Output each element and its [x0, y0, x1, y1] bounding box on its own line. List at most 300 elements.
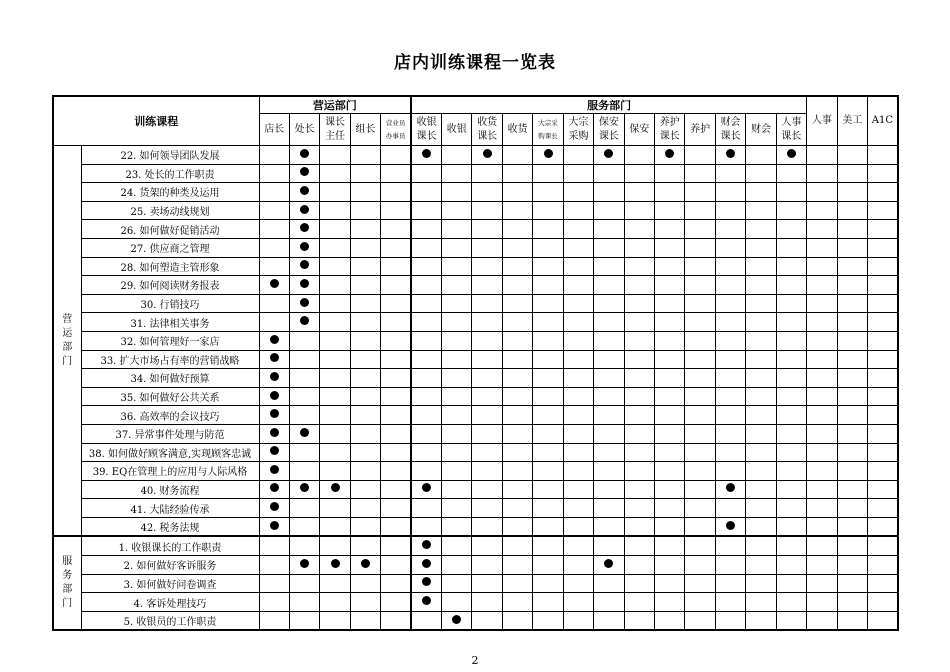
- mark-cell: [655, 201, 685, 220]
- filled-circle-mark: [300, 559, 309, 568]
- mark-cell: [685, 556, 715, 575]
- mark-cell: [594, 183, 624, 202]
- mark-cell: [776, 611, 806, 630]
- mark-cell: [442, 238, 472, 257]
- mark-cell: [502, 257, 532, 276]
- mark-cell: [472, 611, 502, 630]
- mark-cell: [867, 257, 897, 276]
- mark-cell: [624, 294, 654, 313]
- mark-cell: [746, 313, 776, 332]
- mark-cell: [472, 499, 502, 518]
- mark-cell: [411, 406, 441, 425]
- mark-cell: [776, 201, 806, 220]
- table-row: [53, 276, 898, 295]
- mark-cell: [624, 369, 654, 388]
- mark-cell: [289, 443, 319, 462]
- mark-cell: [563, 313, 593, 332]
- mark-cell: [442, 387, 472, 406]
- table-row: [53, 313, 898, 332]
- mark-cell: [746, 574, 776, 593]
- mark-cell: [624, 517, 654, 536]
- mark-cell: [563, 424, 593, 443]
- mark-cell: [685, 201, 715, 220]
- mark-cell: [442, 406, 472, 425]
- mark-cell: [259, 257, 289, 276]
- mark-cell: [289, 387, 319, 406]
- mark-cell: [411, 201, 441, 220]
- mark-cell: [715, 387, 745, 406]
- mark-cell: [472, 238, 502, 257]
- mark-cell: [715, 593, 745, 612]
- department-header: 服务部门: [411, 96, 806, 114]
- mark-cell: [502, 294, 532, 313]
- mark-cell: [685, 183, 715, 202]
- mark-cell: [685, 611, 715, 630]
- role-column-header: 美工: [837, 96, 867, 146]
- mark-cell: [472, 164, 502, 183]
- mark-cell: [715, 443, 745, 462]
- table-row: [53, 387, 898, 406]
- mark-cell: [563, 517, 593, 536]
- mark-cell: [594, 556, 624, 575]
- mark-cell: [563, 238, 593, 257]
- mark-cell: [624, 257, 654, 276]
- mark-cell: [259, 556, 289, 575]
- mark-cell: [807, 480, 837, 499]
- mark-cell: [624, 611, 654, 630]
- mark-cell: [502, 146, 532, 165]
- mark-cell: [442, 517, 472, 536]
- mark-cell: [655, 146, 685, 165]
- filled-circle-mark: [422, 577, 431, 586]
- filled-circle-mark: [300, 149, 309, 158]
- mark-cell: [807, 536, 837, 555]
- mark-cell: [259, 480, 289, 499]
- filled-circle-mark: [726, 483, 735, 492]
- mark-cell: [442, 480, 472, 499]
- mark-cell: [837, 517, 867, 536]
- mark-cell: [350, 517, 380, 536]
- filled-circle-mark: [300, 223, 309, 232]
- mark-cell: [350, 313, 380, 332]
- filled-circle-mark: [300, 260, 309, 269]
- mark-cell: [624, 276, 654, 295]
- role-column-header: 组长: [350, 114, 380, 146]
- mark-cell: [350, 331, 380, 350]
- mark-cell: [655, 499, 685, 518]
- filled-circle-mark: [270, 409, 279, 418]
- mark-cell: [655, 369, 685, 388]
- mark-cell: [320, 350, 350, 369]
- course-name: 39. EQ在管理上的应用与人际风格: [81, 462, 259, 481]
- course-name: 31. 法律相关事务: [81, 313, 259, 332]
- mark-cell: [776, 406, 806, 425]
- mark-cell: [411, 369, 441, 388]
- mark-cell: [746, 593, 776, 612]
- mark-cell: [867, 369, 897, 388]
- mark-cell: [594, 499, 624, 518]
- mark-cell: [411, 462, 441, 481]
- mark-cell: [746, 331, 776, 350]
- mark-cell: [502, 462, 532, 481]
- mark-cell: [563, 480, 593, 499]
- filled-circle-mark: [300, 167, 309, 176]
- mark-cell: [502, 499, 532, 518]
- mark-cell: [776, 350, 806, 369]
- mark-cell: [320, 183, 350, 202]
- mark-cell: [715, 164, 745, 183]
- mark-cell: [381, 294, 411, 313]
- mark-cell: [563, 146, 593, 165]
- mark-cell: [259, 424, 289, 443]
- mark-cell: [715, 480, 745, 499]
- mark-cell: [867, 313, 897, 332]
- mark-cell: [655, 443, 685, 462]
- mark-cell: [472, 462, 502, 481]
- mark-cell: [867, 480, 897, 499]
- mark-cell: [563, 499, 593, 518]
- table-row: [53, 257, 898, 276]
- mark-cell: [685, 238, 715, 257]
- mark-cell: [715, 183, 745, 202]
- table-row: [53, 480, 898, 499]
- mark-cell: [867, 536, 897, 555]
- mark-cell: [776, 443, 806, 462]
- mark-cell: [776, 480, 806, 499]
- mark-cell: [502, 220, 532, 239]
- mark-cell: [411, 183, 441, 202]
- mark-cell: [685, 536, 715, 555]
- mark-cell: [746, 387, 776, 406]
- mark-cell: [837, 499, 867, 518]
- filled-circle-mark: [331, 483, 340, 492]
- mark-cell: [533, 517, 563, 536]
- course-name: 42. 税务法规: [81, 517, 259, 536]
- role-column-header: 店长: [259, 114, 289, 146]
- mark-cell: [350, 406, 380, 425]
- mark-cell: [837, 593, 867, 612]
- mark-cell: [320, 220, 350, 239]
- mark-cell: [563, 294, 593, 313]
- mark-cell: [655, 556, 685, 575]
- filled-circle-mark: [270, 483, 279, 492]
- mark-cell: [289, 238, 319, 257]
- role-column-header: 养护 课长: [655, 114, 685, 146]
- filled-circle-mark: [300, 205, 309, 214]
- mark-cell: [837, 183, 867, 202]
- filled-circle-mark: [422, 559, 431, 568]
- mark-cell: [655, 387, 685, 406]
- mark-cell: [259, 611, 289, 630]
- mark-cell: [289, 593, 319, 612]
- mark-cell: [594, 574, 624, 593]
- filled-circle-mark: [300, 279, 309, 288]
- mark-cell: [746, 146, 776, 165]
- mark-cell: [867, 593, 897, 612]
- mark-cell: [502, 238, 532, 257]
- mark-cell: [289, 462, 319, 481]
- mark-cell: [776, 536, 806, 555]
- course-name: 5. 收银员的工作职责: [81, 611, 259, 630]
- mark-cell: [289, 257, 319, 276]
- mark-cell: [837, 387, 867, 406]
- mark-cell: [746, 369, 776, 388]
- mark-cell: [594, 462, 624, 481]
- role-column-header: 收银: [442, 114, 472, 146]
- mark-cell: [807, 164, 837, 183]
- mark-cell: [502, 369, 532, 388]
- mark-cell: [594, 443, 624, 462]
- mark-cell: [715, 294, 745, 313]
- mark-cell: [655, 220, 685, 239]
- mark-cell: [746, 556, 776, 575]
- role-column-header: 财会 课长: [715, 114, 745, 146]
- mark-cell: [259, 164, 289, 183]
- course-name: 40. 财务流程: [81, 480, 259, 499]
- mark-cell: [381, 313, 411, 332]
- mark-cell: [320, 276, 350, 295]
- mark-cell: [776, 238, 806, 257]
- mark-cell: [502, 424, 532, 443]
- course-name: 32. 如何管理好一家店: [81, 331, 259, 350]
- filled-circle-mark: [270, 446, 279, 455]
- course-name: 23. 处长的工作职责: [81, 164, 259, 183]
- mark-cell: [685, 350, 715, 369]
- mark-cell: [685, 257, 715, 276]
- mark-cell: [776, 369, 806, 388]
- mark-cell: [320, 201, 350, 220]
- mark-cell: [411, 593, 441, 612]
- mark-cell: [685, 164, 715, 183]
- mark-cell: [289, 331, 319, 350]
- mark-cell: [655, 424, 685, 443]
- mark-cell: [867, 238, 897, 257]
- page-number: 2: [471, 654, 479, 667]
- mark-cell: [563, 406, 593, 425]
- mark-cell: [350, 480, 380, 499]
- mark-cell: [289, 164, 319, 183]
- mark-cell: [563, 331, 593, 350]
- mark-cell: [320, 574, 350, 593]
- mark-cell: [655, 238, 685, 257]
- mark-cell: [655, 480, 685, 499]
- mark-cell: [746, 517, 776, 536]
- mark-cell: [685, 331, 715, 350]
- mark-cell: [350, 350, 380, 369]
- training-course-table: [52, 95, 899, 631]
- mark-cell: [472, 146, 502, 165]
- mark-cell: [472, 369, 502, 388]
- mark-cell: [746, 611, 776, 630]
- mark-cell: [837, 276, 867, 295]
- mark-cell: [624, 183, 654, 202]
- mark-cell: [594, 313, 624, 332]
- mark-cell: [381, 146, 411, 165]
- mark-cell: [837, 201, 867, 220]
- mark-cell: [867, 164, 897, 183]
- filled-circle-mark: [422, 596, 431, 605]
- mark-cell: [320, 536, 350, 555]
- mark-cell: [594, 164, 624, 183]
- role-column-header: 收银 课长: [411, 114, 441, 146]
- mark-cell: [350, 443, 380, 462]
- filled-circle-mark: [270, 521, 279, 530]
- mark-cell: [685, 443, 715, 462]
- mark-cell: [715, 536, 745, 555]
- mark-cell: [502, 611, 532, 630]
- mark-cell: [624, 574, 654, 593]
- mark-cell: [472, 331, 502, 350]
- mark-cell: [381, 350, 411, 369]
- filled-circle-mark: [361, 559, 370, 568]
- table-row: [53, 294, 898, 313]
- mark-cell: [411, 517, 441, 536]
- mark-cell: [411, 611, 441, 630]
- mark-cell: [867, 517, 897, 536]
- mark-cell: [867, 443, 897, 462]
- mark-cell: [746, 238, 776, 257]
- mark-cell: [350, 183, 380, 202]
- mark-cell: [563, 536, 593, 555]
- mark-cell: [837, 611, 867, 630]
- mark-cell: [442, 201, 472, 220]
- mark-cell: [685, 593, 715, 612]
- mark-cell: [350, 201, 380, 220]
- mark-cell: [837, 331, 867, 350]
- section-label: 营 运 部 门: [53, 146, 81, 537]
- mark-cell: [350, 276, 380, 295]
- mark-cell: [442, 294, 472, 313]
- course-name: 26. 如何做好促销活动: [81, 220, 259, 239]
- mark-cell: [442, 257, 472, 276]
- table-row: [53, 406, 898, 425]
- mark-cell: [807, 146, 837, 165]
- mark-cell: [685, 517, 715, 536]
- mark-cell: [624, 556, 654, 575]
- mark-cell: [776, 331, 806, 350]
- mark-cell: [624, 238, 654, 257]
- mark-cell: [685, 276, 715, 295]
- mark-cell: [289, 517, 319, 536]
- mark-cell: [289, 406, 319, 425]
- mark-cell: [472, 313, 502, 332]
- mark-cell: [746, 536, 776, 555]
- mark-cell: [442, 536, 472, 555]
- mark-cell: [837, 556, 867, 575]
- mark-cell: [746, 480, 776, 499]
- mark-cell: [624, 164, 654, 183]
- table-row: [53, 331, 898, 350]
- mark-cell: [472, 183, 502, 202]
- mark-cell: [776, 517, 806, 536]
- mark-cell: [472, 406, 502, 425]
- course-name: 1. 收银课长的工作职责: [81, 536, 259, 555]
- mark-cell: [502, 480, 532, 499]
- mark-cell: [655, 536, 685, 555]
- mark-cell: [381, 257, 411, 276]
- course-name: 22. 如何领导团队发展: [81, 146, 259, 165]
- mark-cell: [533, 294, 563, 313]
- mark-cell: [259, 350, 289, 369]
- mark-cell: [776, 294, 806, 313]
- mark-cell: [259, 331, 289, 350]
- mark-cell: [320, 593, 350, 612]
- filled-circle-mark: [604, 149, 613, 158]
- mark-cell: [533, 220, 563, 239]
- mark-cell: [715, 462, 745, 481]
- mark-cell: [320, 556, 350, 575]
- mark-cell: [746, 164, 776, 183]
- mark-cell: [563, 201, 593, 220]
- mark-cell: [320, 164, 350, 183]
- mark-cell: [655, 593, 685, 612]
- mark-cell: [411, 536, 441, 555]
- mark-cell: [502, 276, 532, 295]
- mark-cell: [837, 146, 867, 165]
- mark-cell: [776, 146, 806, 165]
- mark-cell: [807, 574, 837, 593]
- mark-cell: [289, 499, 319, 518]
- mark-cell: [442, 462, 472, 481]
- mark-cell: [594, 536, 624, 555]
- mark-cell: [594, 593, 624, 612]
- mark-cell: [442, 331, 472, 350]
- mark-cell: [533, 350, 563, 369]
- mark-cell: [563, 257, 593, 276]
- filled-circle-mark: [726, 149, 735, 158]
- mark-cell: [685, 313, 715, 332]
- mark-cell: [837, 238, 867, 257]
- mark-cell: [594, 238, 624, 257]
- mark-cell: [442, 556, 472, 575]
- mark-cell: [411, 480, 441, 499]
- mark-cell: [594, 424, 624, 443]
- course-name: 34. 如何做好预算: [81, 369, 259, 388]
- table-row: [53, 556, 898, 575]
- mark-cell: [807, 517, 837, 536]
- mark-cell: [442, 369, 472, 388]
- mark-cell: [655, 294, 685, 313]
- section-label: 服 务 部 门: [53, 536, 81, 630]
- mark-cell: [502, 201, 532, 220]
- mark-cell: [472, 350, 502, 369]
- mark-cell: [594, 146, 624, 165]
- mark-cell: [442, 593, 472, 612]
- mark-cell: [807, 556, 837, 575]
- mark-cell: [624, 331, 654, 350]
- mark-cell: [563, 164, 593, 183]
- mark-cell: [381, 331, 411, 350]
- mark-cell: [715, 556, 745, 575]
- filled-circle-mark: [483, 149, 492, 158]
- mark-cell: [867, 350, 897, 369]
- mark-cell: [381, 276, 411, 295]
- mark-cell: [746, 257, 776, 276]
- mark-cell: [807, 369, 837, 388]
- mark-cell: [259, 238, 289, 257]
- mark-cell: [411, 276, 441, 295]
- filled-circle-mark: [300, 242, 309, 251]
- mark-cell: [533, 183, 563, 202]
- mark-cell: [776, 593, 806, 612]
- mark-cell: [594, 350, 624, 369]
- mark-cell: [715, 499, 745, 518]
- mark-cell: [472, 574, 502, 593]
- mark-cell: [381, 424, 411, 443]
- mark-cell: [746, 183, 776, 202]
- mark-cell: [715, 406, 745, 425]
- table-row: [53, 369, 898, 388]
